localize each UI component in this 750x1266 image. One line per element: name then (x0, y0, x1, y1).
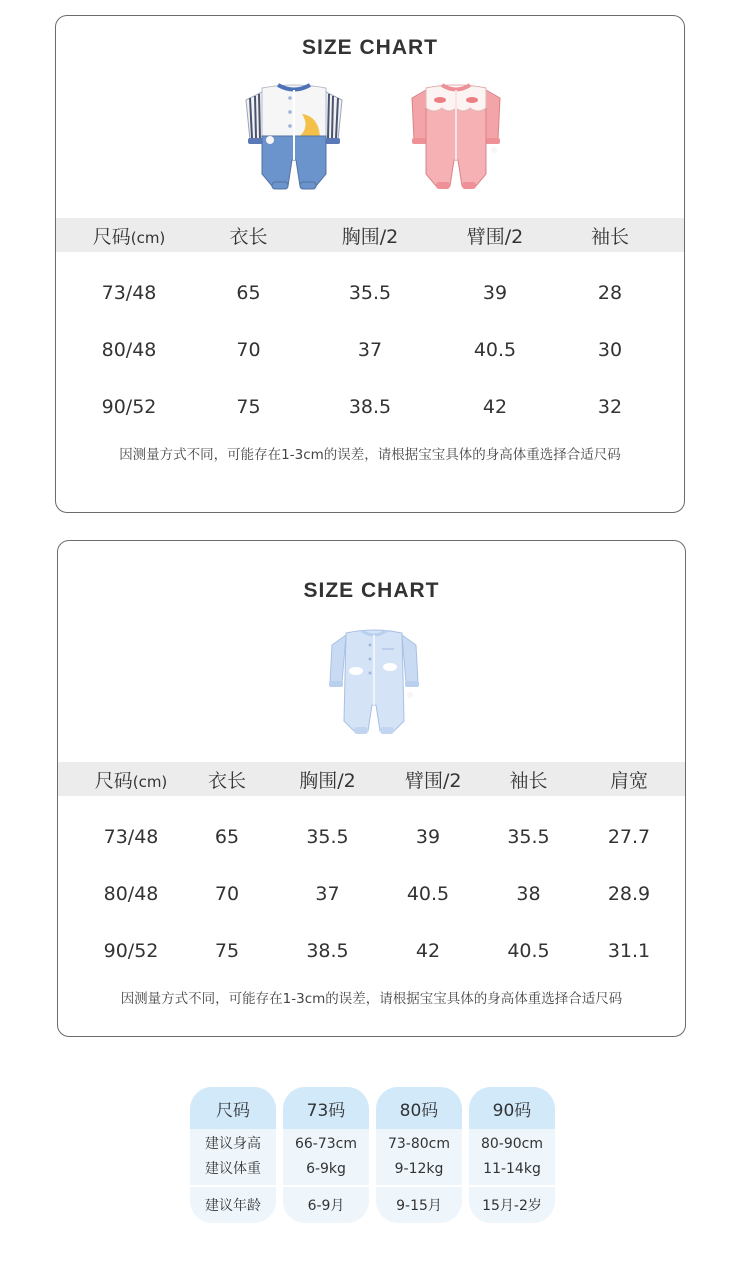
tag-weight: 建议体重 (205, 1161, 261, 1177)
cell-size: 90/52 (103, 940, 159, 962)
chart-title: SIZE CHART (302, 36, 438, 59)
cell-chest: 38.5 (306, 940, 349, 962)
cell-sleeve: 32 (597, 396, 623, 418)
cell-arm: 40.5 (406, 883, 450, 905)
pink-romper-image (408, 74, 504, 196)
cell-chest: 38.5 (348, 396, 392, 418)
cell-arm: 39 (482, 282, 508, 304)
table-header (58, 762, 685, 796)
tag-head: 73码 (283, 1087, 369, 1129)
header-chest: 胸围/2 (341, 225, 399, 248)
cell-sleeve: 38 (516, 883, 541, 905)
cell-size: 80/48 (103, 883, 159, 905)
size-tag-90 (469, 1087, 555, 1223)
measurement-note: 因测量方式不同，可能存在1-3cm的误差，请根据宝宝具体的身高体重选择合适尺码 (120, 991, 623, 1007)
table-row (56, 335, 684, 365)
tag-weight: 11-14kg (483, 1161, 541, 1177)
table-row (58, 879, 685, 909)
size-tag-73 (283, 1087, 369, 1223)
tag-height: 80-90cm (480, 1136, 543, 1152)
tag-body (469, 1129, 555, 1185)
tag-age: 6-9月 (283, 1185, 369, 1223)
cell-length: 70 (236, 339, 261, 361)
header-sleeve: 袖长 (590, 225, 629, 248)
cell-chest: 37 (315, 883, 340, 905)
cell-length: 75 (214, 940, 240, 962)
cell-chest: 37 (357, 339, 383, 361)
size-chart-card-2 (57, 540, 686, 1037)
tag-body (190, 1129, 276, 1185)
tag-height: 73-80cm (387, 1136, 450, 1152)
header-arm: 臂围/2 (405, 769, 462, 792)
header-length: 衣长 (207, 769, 246, 792)
header-size: 尺码(cm) (94, 769, 168, 792)
size-tag-80 (376, 1087, 462, 1223)
cell-sleeve: 30 (597, 339, 623, 361)
cell-size: 73/48 (103, 826, 159, 848)
light-blue-romper-image (326, 623, 422, 741)
cell-sleeve: 40.5 (507, 940, 550, 962)
tag-age: 9-15月 (376, 1185, 462, 1223)
cell-arm: 40.5 (473, 339, 517, 361)
chart-title: SIZE CHART (303, 579, 440, 602)
table-row (58, 822, 685, 852)
cell-arm: 42 (482, 396, 508, 418)
cell-shoulder: 28.9 (607, 883, 651, 905)
cell-arm: 42 (415, 940, 441, 962)
cell-size: 90/52 (101, 396, 157, 418)
cell-length: 65 (236, 282, 261, 304)
measurement-note: 因测量方式不同，可能存在1-3cm的误差，请根据宝宝具体的身高体重选择合适尺码 (119, 447, 621, 463)
tag-weight: 6-9kg (306, 1161, 346, 1177)
tag-age: 15月-2岁 (469, 1185, 555, 1223)
tag-body (376, 1129, 462, 1185)
tag-head: 尺码 (190, 1087, 276, 1129)
cell-length: 65 (214, 826, 240, 848)
cell-length: 75 (236, 396, 261, 418)
cell-sleeve: 28 (597, 282, 623, 304)
header-chest: 胸围/2 (299, 769, 356, 792)
tag-body (283, 1129, 369, 1185)
cell-size: 73/48 (101, 282, 157, 304)
cell-sleeve: 35.5 (507, 826, 550, 848)
tag-height: 建议身高 (205, 1136, 261, 1152)
cell-size: 80/48 (101, 339, 157, 361)
tag-head: 80码 (376, 1087, 462, 1129)
table-header (56, 218, 684, 252)
header-sleeve: 袖长 (509, 769, 548, 792)
cell-chest: 35.5 (306, 826, 349, 848)
table-row (56, 392, 684, 422)
blue-romper-image (244, 74, 344, 196)
cell-length: 70 (214, 883, 240, 905)
cell-shoulder: 27.7 (607, 826, 651, 848)
table-row (58, 936, 685, 966)
header-shoulder: 肩宽 (609, 769, 648, 792)
header-length: 衣长 (229, 225, 268, 248)
tag-weight: 9-12kg (394, 1161, 444, 1177)
tag-height: 66-73cm (294, 1136, 357, 1152)
tag-age: 建议年龄 (190, 1185, 276, 1223)
tag-head: 90码 (469, 1087, 555, 1129)
size-chart-card-1 (55, 15, 685, 513)
size-tag-label (190, 1087, 276, 1223)
table-row (56, 278, 684, 308)
cell-arm: 39 (415, 826, 441, 848)
cell-chest: 35.5 (348, 282, 392, 304)
cell-shoulder: 31.1 (607, 940, 651, 962)
header-arm: 臂围/2 (466, 225, 524, 248)
header-size: 尺码(cm) (92, 225, 166, 248)
